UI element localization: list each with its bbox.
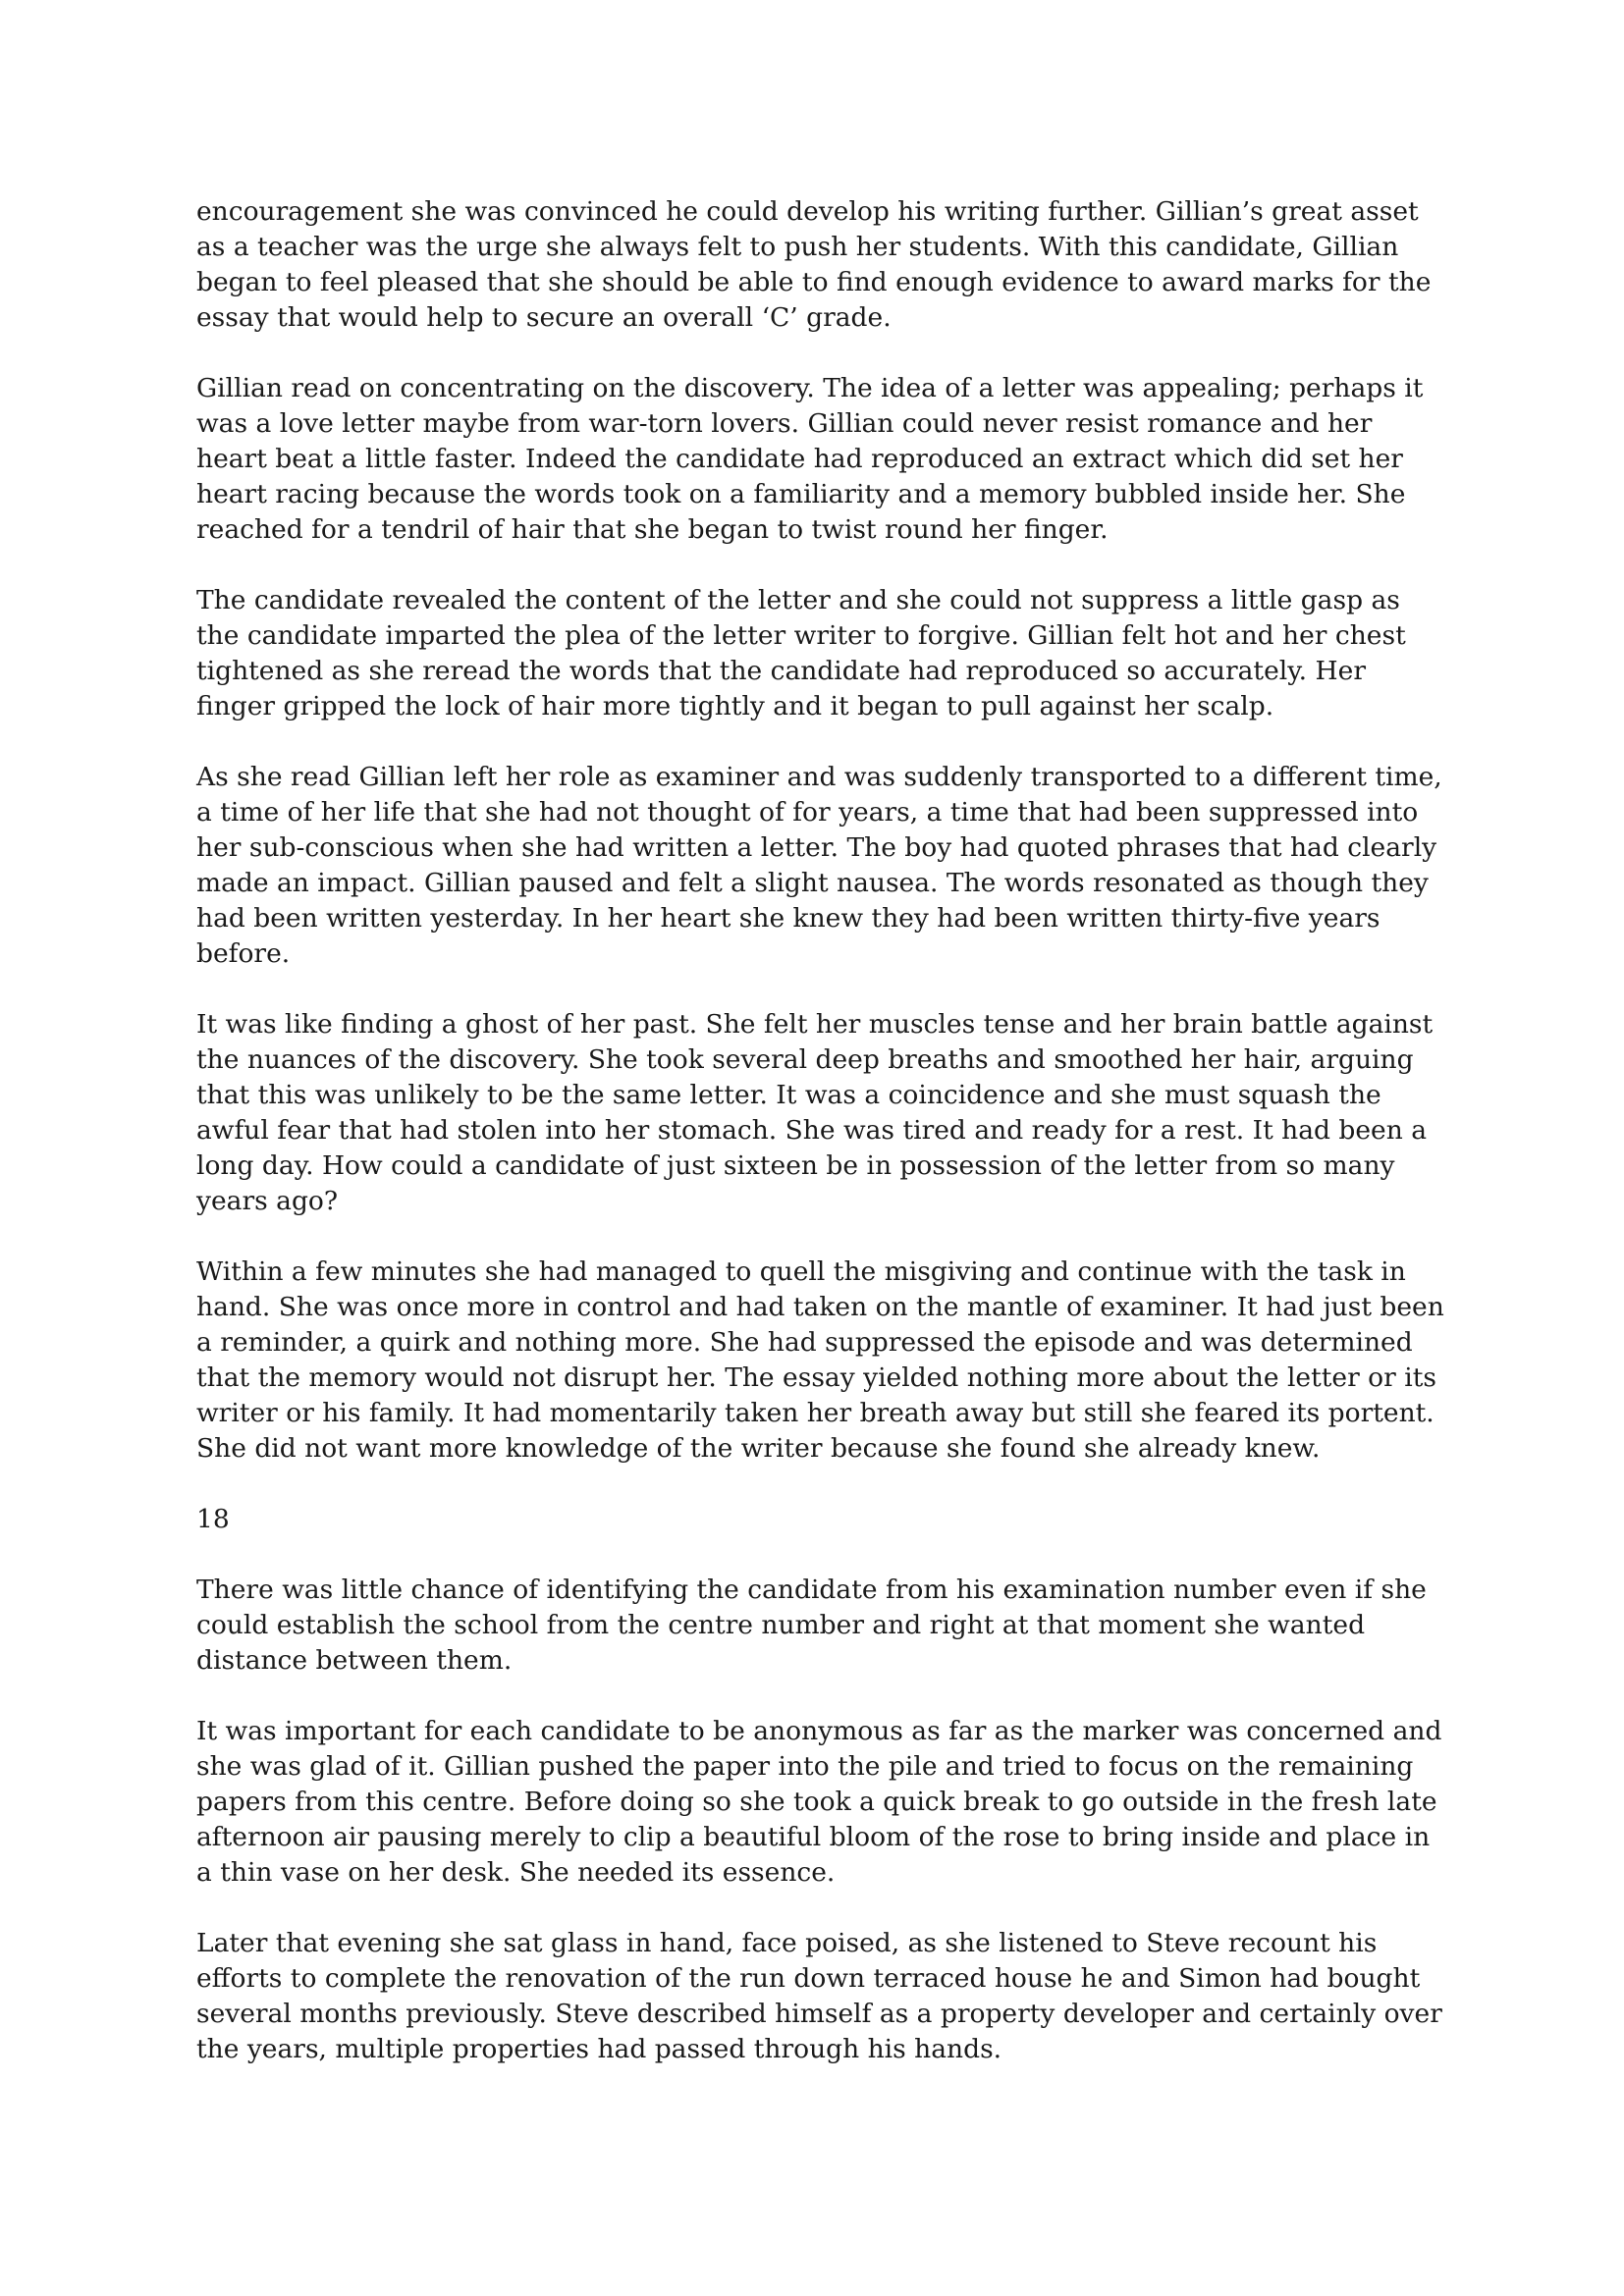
- paragraph-4: As she read Gillian left her role as examiner and was suddenly transported to a different time, a time of her life that she had not thought of for years, a time that had been suppressed into her sub-conscious when she had written a letter. The boy had quoted phrases that had clearly made an impact. Gillian paused and felt a slight nausea. The words resonated as though they had been written yesterday. In her heart she knew they had been written thirty-five years before.: [196, 762, 1442, 969]
- paragraph-2: Gillian read on concentrating on the discovery. The idea of a letter was appealing; perhaps it was a love letter maybe from war-torn lovers. Gillian could never resist romance and her heart beat a little faster. Indeed the candidate had reproduced an extract which did set her heart racing because the words took on a familiarity and a memory bubbled inside her. She reached for a tendril of hair that she began to twist round her finger.: [196, 373, 1424, 545]
- paragraph-8: It was important for each candidate to be anonymous as far as the marker was concerned and she was glad of it. Gillian pushed the paper into the pile and tried to focus on the remaining papers from this centre. Before doing so she took a quick break to go outside in the fresh late afternoon air pausing merely to clip a beautiful bloom of the rose to bring inside and place in a thin vase on her desk. She needed its essence.: [196, 1716, 1442, 1888]
- page-number: 18: [196, 1504, 230, 1534]
- text-column: [196, 194, 1448, 2103]
- paragraph-6: Within a few minutes she had managed to quell the misgiving and continue with the task in hand. She was once more in control and had taken on the mantle of examiner. It had just been a reminder, a quirk and nothing more. She had suppressed the episode and was determined that the memory would not disrupt her. The essay yielded nothing more about the letter or its writer or his family. It had momentarily taken her breath away but still she feared its portent. She did not want more knowledge of the writer because she found she already knew.: [196, 1256, 1444, 1464]
- paragraph-9: Later that evening she sat glass in hand, face poised, as she listened to Steve recount his efforts to complete the renovation of the run down terraced house he and Simon had bought several months previously. Steve described himself as a property developer and certainly over the years, multiple properties had passed through his hands.: [196, 1928, 1442, 2064]
- paragraph-7: There was little chance of identifying the candidate from his examination number even if she could establish the school from the centre number and right at that moment she wanted distance between them.: [196, 1575, 1427, 1676]
- paragraph-5: It was like finding a ghost of her past. She felt her muscles tense and her brain battle against the nuances of the discovery. She took several deep breaths and smoothed her hair, arguing that this was unlikely to be the same letter. It was a coincidence and she must squash the awful fear that had stolen into her stomach. She was tired and ready for a rest. It had been a long day. How could a candidate of just sixteen be in possession of the letter from so many years ago?: [196, 1009, 1434, 1216]
- paragraph-1: encouragement she was convinced he could develop his writing further. Gillian’s great asset as a teacher was the urge she always felt to push her students. With this candidate, Gillian began to feel pleased that she should be able to find enough evidence to award marks for the essay that would help to secure an overall ‘C’ grade.: [196, 196, 1432, 333]
- paragraph-3: The candidate revealed the content of the letter and she could not suppress a little gasp as the candidate imparted the plea of the letter writer to forgive. Gillian felt hot and her chest tightened as she reread the words that the candidate had reproduced so accurately. Her finger gripped the lock of hair more tightly and it began to pull against her scalp.: [196, 585, 1406, 721]
